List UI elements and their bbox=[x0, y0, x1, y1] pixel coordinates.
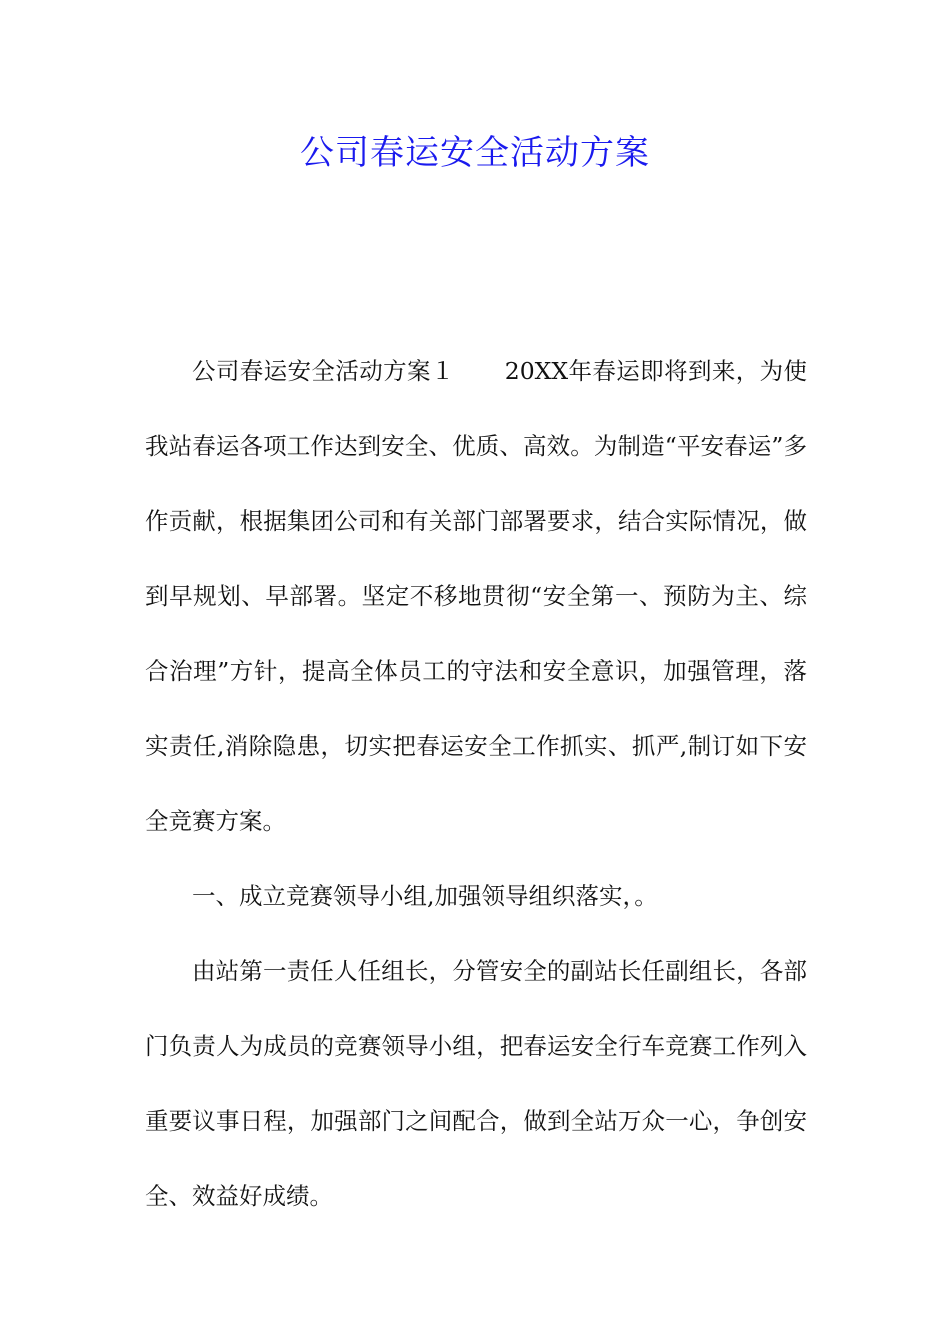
paragraph-2: 一、成立竞赛领导小组,加强领导组织落实，。 bbox=[192, 882, 658, 910]
paragraph-1-text: 20XX年春运即将到来，为使我站春运各项工作达到安全、优质、高效。为制造“平安春运”多作贡献，根据集团公司和有关部门部署要求，结合实际情况，做到早规划、早部署。坚定不移地贯彻“安全第一、预防为主、综合治理”方针，提高全体员工的守法和安全意识，加强管理，落实责任,消除隐患，切实把春运安全工作抓实、抓严,制订如下安全竞赛方案。 bbox=[145, 357, 807, 835]
paragraph-1 bbox=[145, 334, 807, 859]
paragraph-1-lead: 公司春运安全活动方案１ bbox=[192, 357, 455, 385]
paragraph-3: 由站第一责任人任组长，分管安全的副站长任副组长，各部门负责人为成员的竞赛领导小组，把春运安全行车竞赛工作列入重要议事日程，加强部门之间配合，做到全站万众一心，争创安全、效益好成绩。 bbox=[145, 957, 807, 1210]
document-title: 公司春运安全活动方案 bbox=[300, 133, 650, 173]
document-body bbox=[145, 334, 807, 1234]
